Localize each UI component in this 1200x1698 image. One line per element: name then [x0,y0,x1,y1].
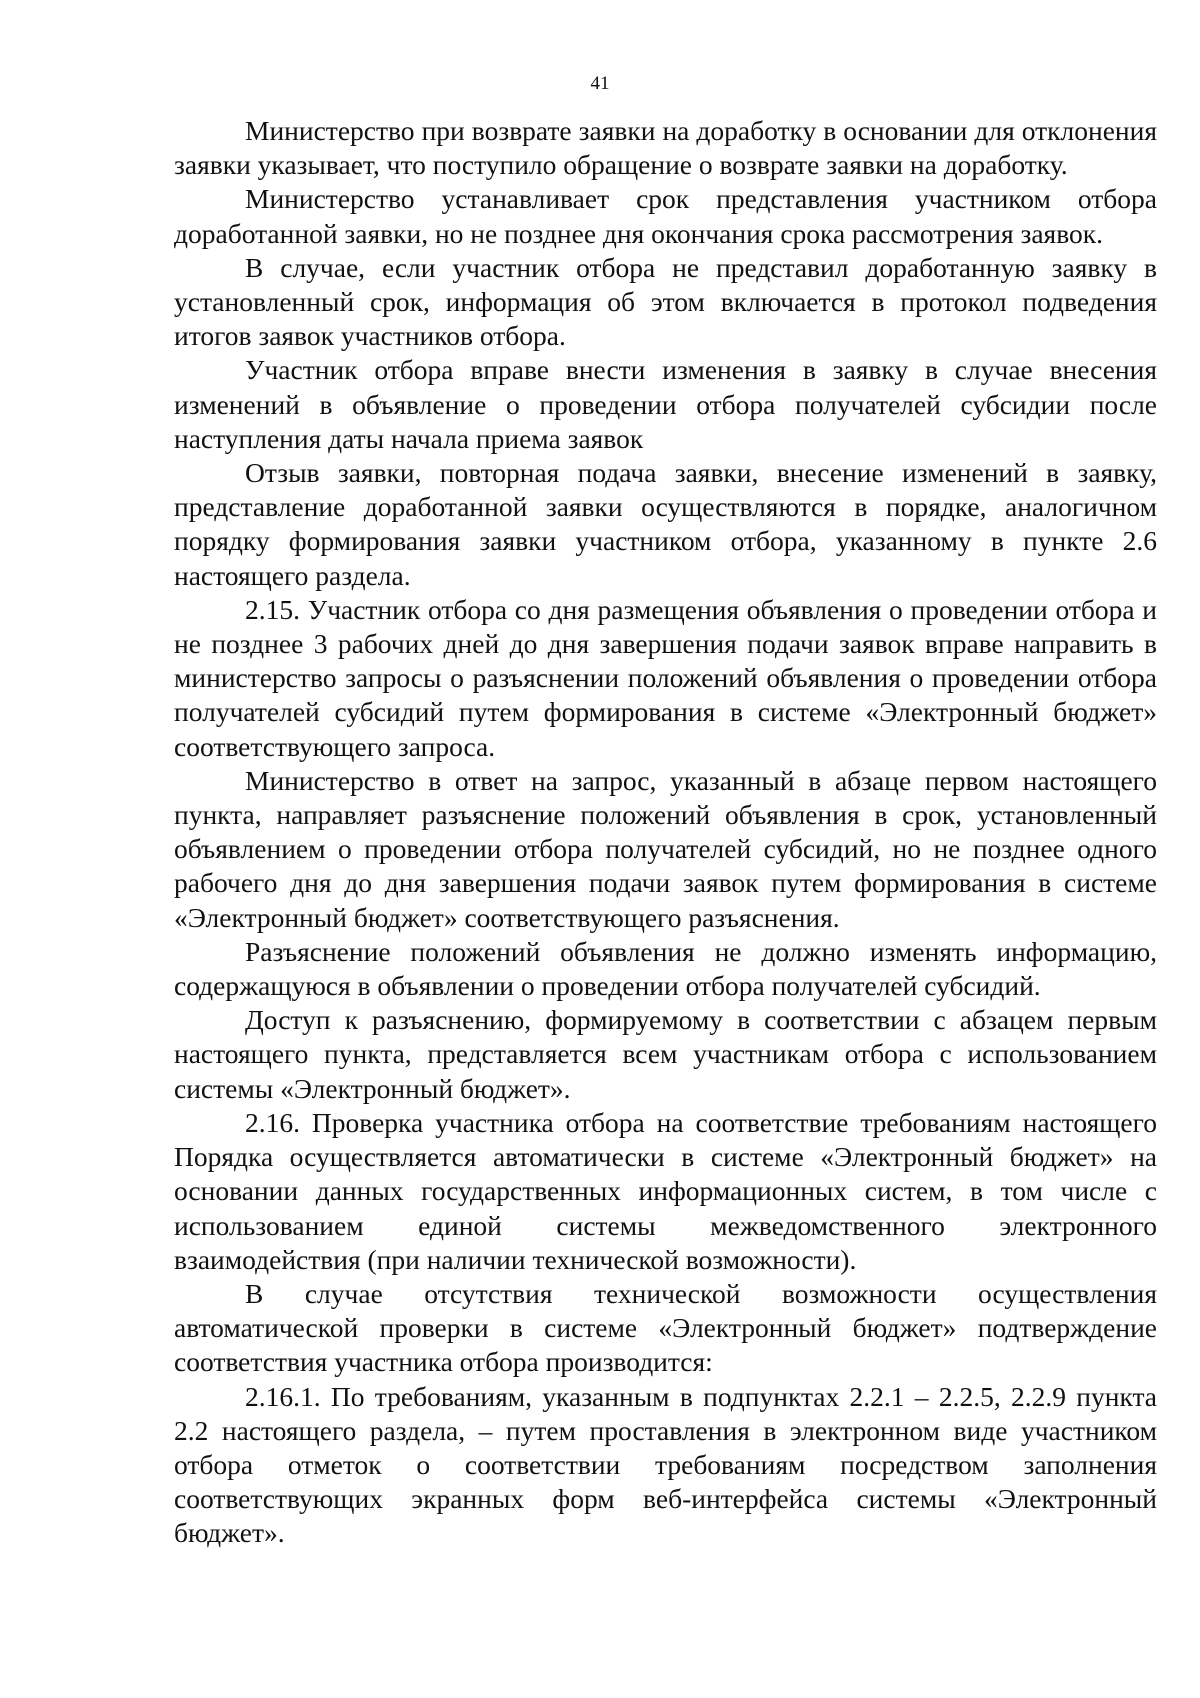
paragraph-amend-application: Участник отбора вправе внести изменения в заявку в случае внесения изменений в объявление о проведении отбора получателей субсидии после наступления даты начала приема заявок [174,354,1157,454]
paragraph-manual-verification: В случае отсутствия технической возможности осуществления автоматической проверки в системе «Электронный бюджет» подтверждение соответствия участника отбора производится: [174,1277,1157,1378]
paragraph-clause-2-16-1: 2.16.1. По требованиям, указанным в подпунктах 2.2.1 – 2.2.5, 2.2.9 пункта 2.2 настоящего раздела, – путем проставления в электронном виде участником отбора отметок о соответствии требованиям посредством заполнения соответствующих экранных форм веб-интерфейса системы «Электронный бюджет». [174,1380,1157,1549]
paragraph-return-for-revision: Министерство при возврате заявки на доработку в основании для отклонения заявки указывает, что поступило обращение о возврате заявки на доработку. [174,115,1157,181]
document-body [174,114,1157,1551]
paragraph-revision-deadline: Министерство устанавливает срок представления участником отбора доработанной заявки, но не позднее дня окончания срока рассмотрения заявок. [174,183,1157,249]
paragraph-ministry-response: Министерство в ответ на запрос, указанный в абзаце первом настоящего пункта, направляет разъяснение положений объявления в срок, установленный объявлением о проведении отбора получателей субсидий, но не позднее одного рабочего дня до дня завершения подачи заявок путем формирования в системе «Электронный бюджет» соответствующего разъяснения. [174,764,1157,933]
paragraph-clause-2-16: 2.16. Проверка участника отбора на соответствие требованиям настоящего Порядка осуществляется автоматически в системе «Электронный бюджет» на основании данных государственных информационных систем, в том числе с использованием единой системы межведомственного электронного взаимодействия (при наличии технической возможности). [174,1106,1157,1275]
paragraph-clarification-limits: Разъяснение положений объявления не должно изменять информацию, содержащуюся в объявлении о проведении отбора получателей субсидий. [174,935,1157,1002]
paragraph-missed-deadline: В случае, если участник отбора не представил доработанную заявку в установленный срок, информация об этом включается в протокол подведения итогов заявок участников отбора. [174,251,1157,352]
paragraph-clarification-access: Доступ к разъяснению, формируемому в соответствии с абзацем первым настоящего пункта, представляется всем участникам отбора с использованием системы «Электронный бюджет». [174,1004,1157,1104]
paragraph-withdrawal-procedure: Отзыв заявки, повторная подача заявки, внесение изменений в заявку, представление доработанной заявки осуществляются в порядке, аналогичном порядку формирования заявки участником отбора, указанному в пункте 2.6 настоящего раздела. [174,457,1157,591]
page-number: 41 [590,73,610,94]
paragraph-clause-2-15: 2.15. Участник отбора со дня размещения объявления о проведении отбора и не позднее 3 рабочих дней до дня завершения подачи заявок вправе направить в министерство запросы о разъяснении положений объявления о проведении отбора получателей субсидий путем формирования в системе «Электронный бюджет» соответствующего запроса. [174,593,1157,762]
